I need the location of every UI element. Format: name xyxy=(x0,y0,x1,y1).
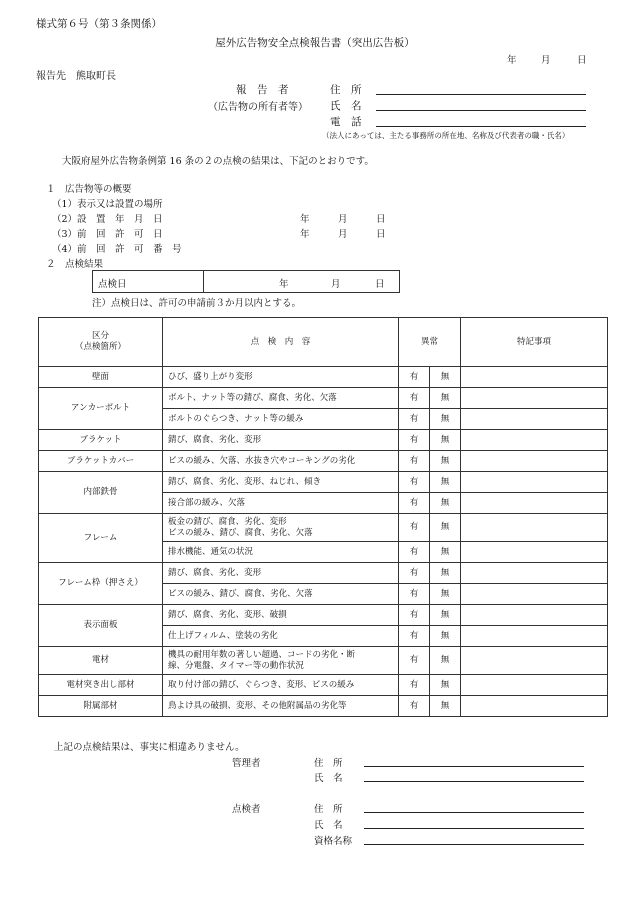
abnormal-no-option[interactable]: 無 xyxy=(430,409,461,430)
inspection-item-cell: ボルトのぐらつき、ナット等の緩み xyxy=(163,409,399,430)
abnormal-yes-option[interactable]: 有 xyxy=(399,472,430,493)
reporter-name-label: 氏 名 xyxy=(330,100,362,112)
table-row xyxy=(39,451,608,472)
inspection-item-cell: ビスの緩み、欠落、水抜き穴やコーキングの劣化 xyxy=(163,451,399,472)
inspector-name-field[interactable] xyxy=(364,828,584,829)
area-cell: ブラケットカバー xyxy=(39,451,163,472)
reporter-address-field[interactable] xyxy=(376,94,586,95)
table-row xyxy=(39,514,608,542)
inspection-date-box[interactable] xyxy=(92,270,400,293)
remarks-cell[interactable] xyxy=(461,584,608,605)
table-row xyxy=(39,563,608,584)
abnormal-no-option[interactable]: 無 xyxy=(430,626,461,647)
header-abnormal: 異常 xyxy=(399,318,461,367)
area-cell: フレーム枠（押さえ） xyxy=(39,563,163,605)
table-row xyxy=(39,388,608,409)
section1-heading: １ 広告物等の概要 xyxy=(46,184,132,195)
overview-prev-permit-date: 年 月 日 xyxy=(300,229,386,240)
addressee: 報告先 熊取町長 xyxy=(36,71,116,82)
manager-name-field[interactable] xyxy=(364,781,584,782)
abnormal-yes-option[interactable]: 有 xyxy=(399,584,430,605)
abnormal-yes-option[interactable]: 有 xyxy=(399,696,430,717)
reporter-phone-label: 電 話 xyxy=(330,116,362,128)
inspector-qualification-field[interactable] xyxy=(364,844,584,845)
abnormal-no-option[interactable]: 無 xyxy=(430,675,461,696)
overview-installed-date: 年 月 日 xyxy=(300,214,386,225)
abnormal-yes-option[interactable]: 有 xyxy=(399,626,430,647)
area-cell: 附属部材 xyxy=(39,696,163,717)
abnormal-yes-option[interactable]: 有 xyxy=(399,675,430,696)
abnormal-no-option[interactable]: 無 xyxy=(430,514,461,542)
inspection-item-cell: ボルト、ナット等の錆び、腐食、劣化、欠落 xyxy=(163,388,399,409)
inspection-item-cell: ひび、盛り上がり変形 xyxy=(163,367,399,388)
inspection-item-cell: 鳥よけ具の破損、変形、その他附属品の劣化等 xyxy=(163,696,399,717)
area-cell: 表示面板 xyxy=(39,605,163,647)
remarks-cell[interactable] xyxy=(461,563,608,584)
inspection-item-cell: 錆び、腐食、劣化、変形 xyxy=(163,430,399,451)
reporter-note: （法人にあっては、主たる事務所の所在地、名称及び代表者の職・氏名） xyxy=(322,131,570,140)
area-cell: アンカーボルト xyxy=(39,388,163,430)
table-row xyxy=(39,605,608,626)
abnormal-yes-option[interactable]: 有 xyxy=(399,605,430,626)
header-remarks: 特記事項 xyxy=(461,318,608,367)
abnormal-no-option[interactable]: 無 xyxy=(430,451,461,472)
date-month: 月 xyxy=(541,55,551,66)
inspection-date-note: 注）点検日は、許可の申請前３か月以内とする。 xyxy=(92,298,302,309)
abnormal-yes-option[interactable]: 有 xyxy=(399,514,430,542)
manager-address-field[interactable] xyxy=(364,766,584,767)
reporter-label: 報 告 者 xyxy=(236,84,289,96)
date-year: 年 xyxy=(507,55,517,66)
abnormal-yes-option[interactable]: 有 xyxy=(399,367,430,388)
inspection-date-day: 日 xyxy=(375,279,385,290)
abnormal-no-option[interactable]: 無 xyxy=(430,563,461,584)
inspection-date-year: 年 xyxy=(279,279,289,290)
area-cell: 壁面 xyxy=(39,367,163,388)
table-header-row xyxy=(39,318,608,367)
abnormal-no-option[interactable]: 無 xyxy=(430,493,461,514)
remarks-cell[interactable] xyxy=(461,605,608,626)
abnormal-no-option[interactable]: 無 xyxy=(430,472,461,493)
overview-prev-permit-label: （3）前 回 許 可 日 xyxy=(52,229,163,240)
inspector-address-label: 住 所 xyxy=(314,804,343,815)
document-title: 屋外広告物安全点検報告書（突出広告板） xyxy=(215,37,415,49)
abnormal-yes-option[interactable]: 有 xyxy=(399,542,430,563)
footer-statement: 上記の点検結果は、事実に相違ありません。 xyxy=(54,742,245,753)
manager-label: 管理者 xyxy=(232,758,261,769)
remarks-cell[interactable] xyxy=(461,451,608,472)
inspection-item-cell: 仕上げフィルム、塗装の劣化 xyxy=(163,626,399,647)
area-cell: 電材突き出し部材 xyxy=(39,675,163,696)
section2-heading: ２ 点検結果 xyxy=(46,259,104,270)
abnormal-no-option[interactable]: 無 xyxy=(430,584,461,605)
inspection-item-cell: 板金の錆び、腐食、劣化、変形 ビスの緩み、錆び、腐食、劣化、欠落 xyxy=(163,514,399,542)
remarks-cell[interactable] xyxy=(461,542,608,563)
abnormal-yes-option[interactable]: 有 xyxy=(399,388,430,409)
date-day: 日 xyxy=(577,55,587,66)
table-row xyxy=(39,647,608,675)
overview-location-label: （1）表示又は設置の場所 xyxy=(52,199,163,210)
abnormal-no-option[interactable]: 無 xyxy=(430,696,461,717)
abnormal-yes-option[interactable]: 有 xyxy=(399,563,430,584)
abnormal-yes-option[interactable]: 有 xyxy=(399,647,430,675)
remarks-cell[interactable] xyxy=(461,493,608,514)
remarks-cell[interactable] xyxy=(461,388,608,409)
manager-name-label: 氏 名 xyxy=(314,773,343,784)
header-item: 点 検 内 容 xyxy=(163,318,399,367)
inspection-item-cell: 錆び、腐食、劣化、変形、ねじれ、傾き xyxy=(163,472,399,493)
inspection-date-month: 月 xyxy=(331,279,341,290)
date-box-divider xyxy=(203,271,204,292)
reporter-phone-field[interactable] xyxy=(376,126,586,127)
abnormal-yes-option[interactable]: 有 xyxy=(399,430,430,451)
abnormal-yes-option[interactable]: 有 xyxy=(399,451,430,472)
remarks-cell[interactable] xyxy=(461,647,608,675)
remarks-cell[interactable] xyxy=(461,367,608,388)
table-row xyxy=(39,675,608,696)
remarks-cell[interactable] xyxy=(461,696,608,717)
inspector-name-label: 氏 名 xyxy=(314,820,343,831)
area-cell: ブラケット xyxy=(39,430,163,451)
inspector-label: 点検者 xyxy=(232,804,261,815)
table-row xyxy=(39,472,608,493)
inspector-address-field[interactable] xyxy=(364,812,584,813)
overview-permit-number-label: （4）前 回 許 可 番 号 xyxy=(52,244,182,255)
remarks-cell[interactable] xyxy=(461,626,608,647)
abnormal-no-option[interactable]: 無 xyxy=(430,430,461,451)
table-row xyxy=(39,696,608,717)
area-cell: 内部鉄骨 xyxy=(39,472,163,514)
inspection-item-cell: 取り付け部の錆び、ぐらつき、変形、ビスの緩み xyxy=(163,675,399,696)
remarks-cell[interactable] xyxy=(461,514,608,542)
inspection-item-cell: 機具の耐用年数の著しい超過、コードの劣化・断 線、分電盤、タイマー等の動作状況 xyxy=(163,647,399,675)
inspection-date-label: 点検日 xyxy=(98,279,127,290)
inspection-item-cell: 錆び、腐食、劣化、変形、破損 xyxy=(163,605,399,626)
remarks-cell[interactable] xyxy=(461,472,608,493)
inspection-item-cell: 錆び、腐食、劣化、変形 xyxy=(163,563,399,584)
abnormal-no-option[interactable]: 無 xyxy=(430,605,461,626)
abnormal-no-option[interactable]: 無 xyxy=(430,647,461,675)
inspection-item-cell: ビスの緩み、錆び、腐食、劣化、欠落 xyxy=(163,584,399,605)
inspection-item-cell: 接合部の緩み、欠落 xyxy=(163,493,399,514)
abnormal-yes-option[interactable]: 有 xyxy=(399,493,430,514)
inspection-item-cell: 排水機能、通気の状況 xyxy=(163,542,399,563)
reporter-name-field[interactable] xyxy=(376,110,586,111)
area-cell: 電材 xyxy=(39,647,163,675)
intro-text: 大阪府屋外広告物条例第 16 条の２の点検の結果は、下記のとおりです。 xyxy=(62,156,374,167)
reporter-address-label: 住 所 xyxy=(330,84,362,96)
form-number: 様式第６号（第３条関係） xyxy=(36,18,162,30)
overview-installed-label: （2）設 置 年 月 日 xyxy=(52,214,163,225)
table-row xyxy=(39,367,608,388)
abnormal-yes-option[interactable]: 有 xyxy=(399,409,430,430)
abnormal-no-option[interactable]: 無 xyxy=(430,367,461,388)
abnormal-no-option[interactable]: 無 xyxy=(430,388,461,409)
header-area: 区分 （点検箇所） xyxy=(39,318,163,367)
remarks-cell[interactable] xyxy=(461,675,608,696)
inspector-qualification-label: 資格名称 xyxy=(314,836,353,847)
manager-address-label: 住 所 xyxy=(314,758,343,769)
area-cell: フレーム xyxy=(39,514,163,563)
remarks-cell[interactable] xyxy=(461,409,608,430)
inspection-table xyxy=(38,317,608,717)
table-row xyxy=(39,430,608,451)
remarks-cell[interactable] xyxy=(461,430,608,451)
reporter-sublabel: （広告物の所有者等） xyxy=(208,102,308,113)
abnormal-no-option[interactable]: 無 xyxy=(430,542,461,563)
